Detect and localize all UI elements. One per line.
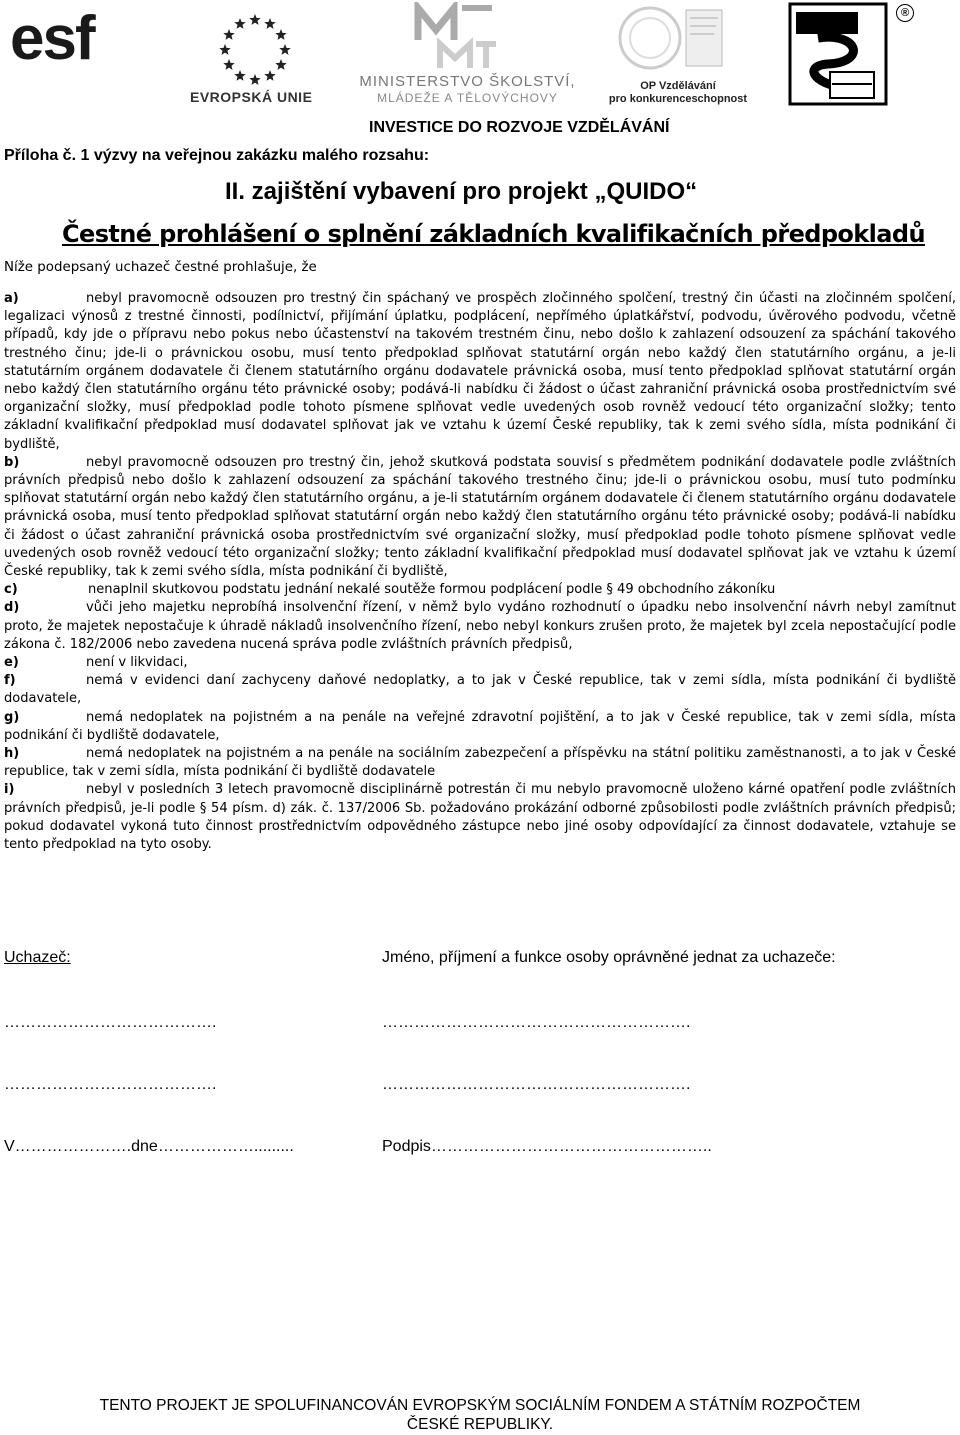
item-text: není v likvidaci, bbox=[86, 655, 188, 671]
eu-star bbox=[249, 74, 260, 85]
jmeno-field-2[interactable]: …………………………………………………. bbox=[382, 1076, 691, 1093]
intro-text: Níže podepsaný uchazeč čestné prohlašuje, že bbox=[4, 260, 317, 275]
eu-star bbox=[249, 14, 260, 25]
eu-star bbox=[279, 44, 290, 55]
item-label: c) bbox=[4, 582, 18, 598]
item-text: nemá nedoplatek na pojistném a na penále na veřejné zdravotní pojištění, a to jak v České republice, tak v zemi sídla, místa podnikání či bydliště dodavatele, bbox=[4, 709, 956, 743]
eu-star bbox=[264, 70, 275, 81]
eu-star bbox=[234, 70, 245, 81]
opvk-caption bbox=[608, 80, 748, 106]
item-label: d) bbox=[4, 600, 20, 616]
item-label: b) bbox=[4, 454, 20, 470]
item-d bbox=[4, 599, 956, 654]
item-label: f) bbox=[4, 673, 16, 689]
jmeno-field-1[interactable]: …………………………………………………. bbox=[382, 1014, 691, 1031]
place-date-field[interactable]: V………………….dne………………......... bbox=[4, 1138, 294, 1155]
uchazec-label: Uchazeč: bbox=[4, 949, 71, 966]
eu-stars-icon bbox=[196, 10, 314, 90]
eu-star bbox=[219, 44, 230, 55]
item-c bbox=[4, 581, 956, 599]
uchazec-field-1[interactable]: …………………………………. bbox=[4, 1014, 217, 1031]
opvk-logo bbox=[608, 2, 748, 106]
footer-line-2: ČESKÉ REPUBLIKY. bbox=[406, 1416, 554, 1433]
funding-footer bbox=[0, 1396, 960, 1434]
opvk-mark-icon bbox=[616, 4, 728, 76]
item-text: nebyl pravomocně odsouzen pro trestný čin spáchaný ve prospěch zločinného spolčení, trestný čin účasti na zločinném spolčení, legalizaci výnosů z trestné činnosti, podílnictví, přijímání úplatku, podplácení, nepřímého úplatkářství, podvodu, úvěrového podvodu, včetně případů, kdy jde o přípravu nebo pokus nebo účastenství na takovém trestném činu, nebo došlo k zahlazení odsouzení za spáchání takového trestného činu; jde-li o právnickou osobu, musí tento předpoklad splňovat statutární orgán nebo každý člen statutárního orgánu, a je-li statutárním orgánem dodavatele či členem statutárního orgánu dodavatele právnická osoba, musí tento předpoklad splňovat statutární orgán nebo každý člen statutárního orgánu této právnické osoby; podává-li nabídku či žádost o účast zahraniční právnická osoba prostřednictvím své organizační složky, musí předpoklad podle tohoto písmene splňovat vedle uvedených osob rovněž vedoucí této organizační složky; tento základní kvalifikační předpoklad musí dodavatel splňovat jak ve vztahu k území České republiky, tak k zemi svého sídla, místa podnikání či bydliště, bbox=[4, 291, 956, 452]
item-text: nemá v evidenci daní zachyceny daňové nedoplatky, a to jak v České republice, tak v zemi sídla, místa podnikání či bydliště dodavatele, bbox=[4, 673, 956, 707]
opvk-line-2: pro konkurenceschopnost bbox=[608, 93, 748, 106]
item-e bbox=[4, 654, 956, 672]
jmeno-label: Jméno, příjmení a funkce osoby oprávněné jednat za uchazeče: bbox=[382, 949, 836, 966]
priloha-heading: Příloha č. 1 výzvy na veřejnou zakázku malého rozsahu: bbox=[4, 147, 430, 164]
eu-star bbox=[275, 29, 286, 40]
project-subtitle: II. zajištění vybavení pro projekt „QUIDO“ bbox=[225, 178, 698, 205]
msmt-line-2: MLÁDEŽE A TĚLOVÝCHOVY bbox=[377, 91, 558, 105]
item-label: h) bbox=[4, 746, 20, 762]
eu-star bbox=[223, 59, 234, 70]
declaration-title: Čestné prohlášení o splnění základních kvalifikačních předpokladů bbox=[62, 220, 925, 248]
esf-logo-text: esf bbox=[10, 4, 94, 73]
item-b bbox=[4, 454, 956, 581]
item-g bbox=[4, 709, 956, 745]
item-f bbox=[4, 672, 956, 708]
item-text: nemá nedoplatek na pojistném a na penále na sociálním zabezpečení a příspěvku na státní politiku zaměstnanosti, a to jak v České republice, tak v zemi sídla, místa podnikání či bydliště dodavatele bbox=[4, 746, 956, 780]
item-text: nebyl pravomocně odsouzen pro trestný čin, jehož skutková podstata souvisí s předmětem podnikání dodavatele podle zvláštních právních předpisů nebo došlo k zahlazení odsouzení za spáchání takového trestného činu; jde-li o právnickou osobu, musí tuto podmínku splňovat statutární orgán nebo každý člen statutárního orgánu, a je-li statutárním orgánem dodavatele či členem statutárního orgánu dodavatele právnická osoba, musí tento předpoklad splňovat statutární orgán nebo každý člen statutárního orgánu této právnické osoby; podává-li nabídku či žádost o účast zahraniční právnická osoba prostřednictvím své organizační složky, musí předpoklad podle tohoto písmene splňovat vedle uvedených osob rovněž vedoucí této organizační složky; tento základní kvalifikační předpoklad musí dodavatel splňovat jak ve vztahu k území České republiky, tak k zemi svého sídla, místa podnikání či bydliště, bbox=[4, 454, 956, 580]
declaration-body bbox=[4, 290, 956, 854]
investice-heading: INVESTICE DO ROZVOJE VZDĚLÁVÁNÍ bbox=[369, 119, 670, 136]
signature-field[interactable]: Podpis…………………………………………….. bbox=[382, 1138, 712, 1155]
eu-star bbox=[223, 29, 234, 40]
eu-star bbox=[264, 18, 275, 29]
uchazec-field-2[interactable]: …………………………………. bbox=[4, 1076, 217, 1093]
eu-star bbox=[275, 59, 286, 70]
opvk-line-1: OP Vzdělávání bbox=[640, 80, 716, 92]
msmt-logo bbox=[355, 2, 580, 106]
item-text: vůči jeho majetku neprobíhá insolvenční řízení, v němž bylo vydáno rozhodnutí o úpadku nebo insolvenční návrh nebyl zamítnut proto, že majetek nepostačuje k úhradě nákladů insolvenčního řízení, nebo nebyl konkurs zrušen proto, že majetek byl zcela nepostačující podle zákona č. 182/2006 nebo zavedena nucená správa podle zvláštních právních předpisů, bbox=[4, 600, 956, 652]
msmt-line-1: MINISTERSTVO ŠKOLSTVÍ, bbox=[359, 73, 576, 90]
item-text: nebyl v posledních 3 letech pravomocně disciplinárně potrestán či mu nebylo pravomocně uloženo kárné opatření podle zvláštních právních předpisů, je-li podle § 54 písm. d) zák. č. 137/2006 Sb. požadováno prokázání odborné způsobilosti podle zvláštních právních předpisů; pokud dodavatel vykoná tuto činnost prostřednictvím odpovědného zástupce nebo jiné osoby odpovídající za činnost dodavatele, vztahuje se tento předpoklad na tyto osoby. bbox=[4, 782, 956, 853]
item-a bbox=[4, 290, 956, 454]
item-label: g) bbox=[4, 709, 20, 725]
msmt-mark-icon bbox=[410, 2, 500, 72]
item-label: e) bbox=[4, 655, 19, 671]
item-text: nenaplnil skutkovou podstatu jednání nekalé soutěže formou podplácení podle § 49 obchodního zákoníku bbox=[88, 582, 776, 598]
eu-star bbox=[234, 18, 245, 29]
item-h bbox=[4, 745, 956, 781]
esf-logo bbox=[10, 4, 315, 106]
registered-mark: ® bbox=[896, 4, 914, 22]
item-i bbox=[4, 781, 956, 854]
esf-logo-caption: EVROPSKÁ UNIE bbox=[190, 89, 313, 105]
item-label: a) bbox=[4, 291, 19, 306]
item-label: i) bbox=[4, 782, 15, 798]
footer-line-1: TENTO PROJEKT JE SPOLUFINANCOVÁN EVROPSKÝM SOCIÁLNÍM FONDEM A STÁTNÍM ROZPOČTEM bbox=[99, 1397, 861, 1414]
